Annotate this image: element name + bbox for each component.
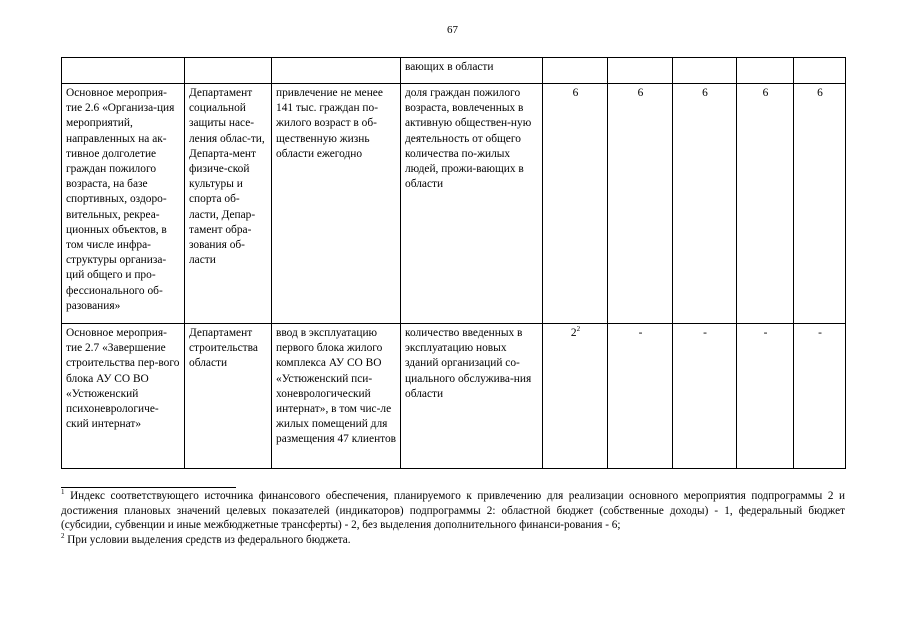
footnotes — [61, 489, 845, 547]
cell-executor: Департамент социальной защиты насе-ления облас-ти, Департа-мент физиче-ской культуры и спорта об-ласти, Депар-тамент обра-зования об-ласти — [185, 84, 272, 324]
cell-measure — [62, 58, 185, 84]
cell-value: - — [608, 324, 673, 469]
table-row — [62, 84, 846, 324]
cell-value: 6 — [543, 84, 608, 324]
cell-executor: Департамент строительства области — [185, 324, 272, 469]
cell-value: 6 — [794, 84, 846, 324]
page-number: 67 — [447, 24, 458, 36]
cell-value: 6 — [608, 84, 673, 324]
cell-value: - — [737, 324, 794, 469]
cell-measure: Основное мероприя-тие 2.7 «Завершение строительства пер-вого блока АУ СО ВО «Устюженский психоневрологиче-ский интернат» — [62, 324, 185, 469]
footnote-ref: 2 — [576, 325, 581, 333]
value-text: 2 — [570, 327, 577, 339]
cell-result: ввод в эксплуатацию первого блока жилого комплекса АУ СО ВО «Устюженский пси-хоневрологический интернат», в том чис-ле жилых помещений для размещения 47 клиентов — [272, 324, 401, 469]
cell-indicator: вающих в области — [401, 58, 543, 84]
footnote-marker: 2 — [61, 531, 65, 540]
cell-value — [543, 58, 608, 84]
cell-value — [608, 58, 673, 84]
cell-result — [272, 58, 401, 84]
footnote-text: Индекс соответствующего источника финансового обеспечения, планируемого к привлечению для реализации основного мероприятия подпрограммы 2 и достижения плановых значений целевых показателей (индикаторов) подпрограммы 2: областной бюджет (собственные доходы) - 1, федеральный бюджет (субсидии, субвенции и иные межбюджетные трансферты) - 2, без выделения дополнительного финанси-рования - 6; — [61, 490, 846, 532]
table-row-continuation — [62, 58, 846, 84]
footnote-1 — [61, 489, 845, 533]
footnote-divider — [61, 487, 236, 488]
cell-result: привлечение не менее 141 тыс. граждан по-жилого возраст в об-щественную жизнь области ежегодно — [272, 84, 401, 324]
footnote-text: При условии выделения средств из федерального бюджета. — [67, 533, 351, 546]
cell-value: - — [794, 324, 846, 469]
cell-value: 6 — [737, 84, 794, 324]
cell-indicator: количество введенных в эксплуатацию новых зданий организаций со-циального обслужива-ния области — [401, 324, 543, 469]
cell-value — [673, 58, 737, 84]
footnote-marker: 1 — [61, 488, 65, 496]
cell-value — [543, 324, 608, 469]
cell-value: 6 — [673, 84, 737, 324]
table-row — [62, 324, 846, 469]
cell-value: - — [673, 324, 737, 469]
cell-measure: Основное мероприя-тие 2.6 «Организа-ция мероприятий, направленных на ак-тивное долголетие граждан пожилого возраста, на базе спортивных, оздоро-вительных, рекреа-ционных объектов, в том числе инфра-структуры организа-ций общего и про-фессионального об-разования» — [62, 84, 185, 324]
measures-table — [61, 57, 846, 469]
cell-value — [794, 58, 846, 84]
cell-value — [737, 58, 794, 84]
cell-indicator: доля граждан пожилого возраста, вовлеченных в активную обществен-ную деятельность от общего количества по-жилых людей, прожи-вающих в области — [401, 84, 543, 324]
footnote-2 — [61, 533, 845, 548]
cell-executor — [185, 58, 272, 84]
